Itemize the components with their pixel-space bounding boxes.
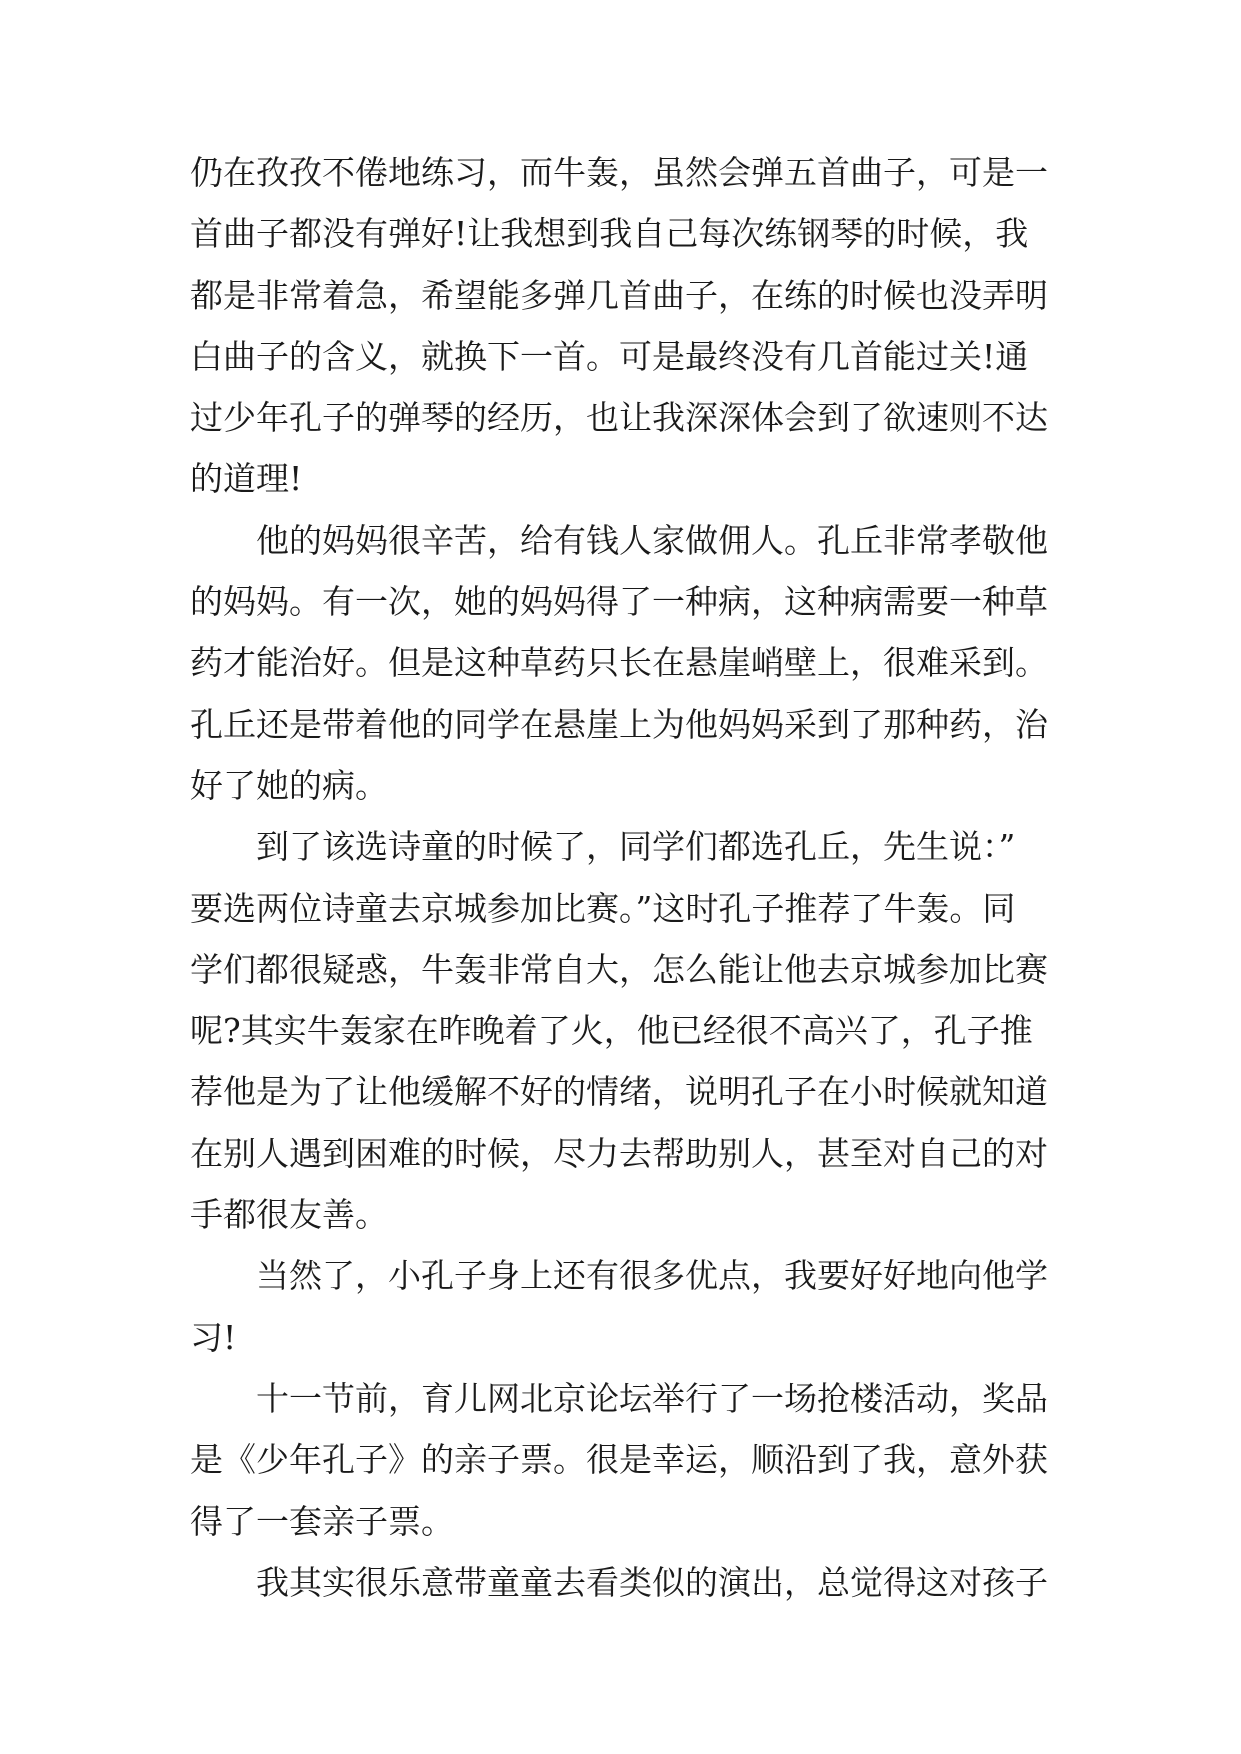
text-line: 的道理!	[190, 459, 303, 499]
text-line: 好了她的病。	[190, 765, 388, 805]
text-line: 都是非常着急，希望能多弹几首曲子，在练的时候也没弄明	[190, 275, 1048, 315]
paragraph-first-line: 十一节前，育儿网北京论坛举行了一场抢楼活动，奖品	[256, 1378, 1048, 1418]
text-line: 过少年孔子的弹琴的经历，也让我深深体会到了欲速则不达	[190, 398, 1048, 438]
text-line: 首曲子都没有弹好!让我想到我自己每次练钢琴的时候，我	[190, 214, 1029, 254]
text-line: 得了一套亲子票。	[190, 1501, 454, 1541]
text-line: 习!	[190, 1317, 237, 1357]
paragraph-first-line: 我其实很乐意带童童去看类似的演出，总觉得这对孩子	[256, 1562, 1048, 1602]
paragraph-first-line: 到了该选诗童的时候了，同学们都选孔丘，先生说：”	[256, 827, 1016, 867]
text-line: 呢?其实牛轰家在昨晚着了火，他已经很不高兴了，孔子推	[190, 1011, 1033, 1051]
text-line: 手都很友善。	[190, 1195, 388, 1235]
text-line: 是《少年孔子》的亲子票。很是幸运，顺沿到了我，意外获	[190, 1440, 1048, 1480]
text-line: 荐他是为了让他缓解不好的情绪，说明孔子在小时候就知道	[190, 1072, 1048, 1112]
text-line: 要选两位诗童去京城参加比赛。”这时孔子推荐了牛轰。同	[190, 888, 1016, 928]
text-line: 仍在孜孜不倦地练习，而牛轰，虽然会弹五首曲子，可是一	[190, 153, 1048, 192]
text-line: 药才能治好。但是这种草药只长在悬崖峭壁上，很难采到。	[190, 643, 1048, 683]
paragraph-first-line: 他的妈妈很辛苦，给有钱人家做佣人。孔丘非常孝敬他	[256, 520, 1048, 560]
text-line: 孔丘还是带着他的同学在悬崖上为他妈妈采到了那种药，治	[190, 704, 1048, 744]
text-line: 白曲子的含义，就换下一首。可是最终没有几首能过关!通	[190, 336, 1029, 376]
document-body-text	[190, 142, 1060, 1613]
paragraph-first-line: 当然了，小孔子身上还有很多优点，我要好好地向他学	[256, 1256, 1048, 1296]
text-line: 的妈妈。有一次，她的妈妈得了一种病，这种病需要一种草	[190, 582, 1048, 622]
text-line: 在别人遇到困难的时候，尽力去帮助别人，甚至对自己的对	[190, 1133, 1048, 1173]
text-line: 学们都很疑惑，牛轰非常自大，怎么能让他去京城参加比赛	[190, 949, 1048, 989]
